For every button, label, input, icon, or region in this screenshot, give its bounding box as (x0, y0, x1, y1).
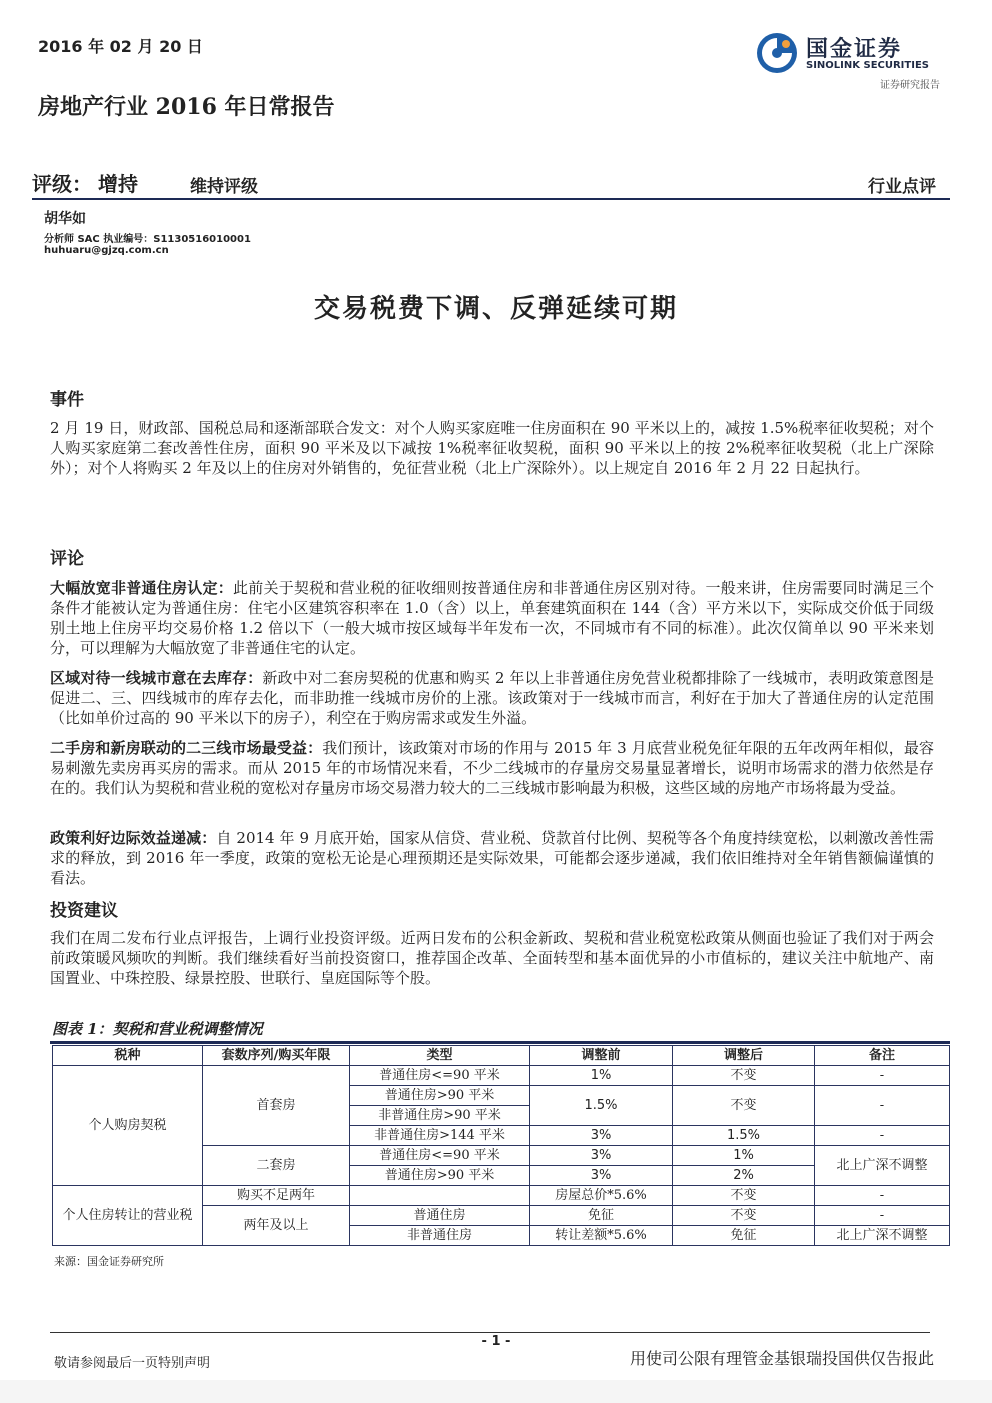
rating-maintain: 维持评级 (190, 177, 258, 197)
table-cell: 转让差额*5.6% (530, 1226, 673, 1246)
table-cell: 不变 (673, 1066, 815, 1086)
logo-chinese-name: 国金证券 (806, 37, 903, 62)
analyst-email[interactable]: huhuaru@gjzq.com.cn (44, 245, 169, 256)
table-cell: 1% (673, 1146, 815, 1166)
table-cell: 3% (530, 1146, 673, 1166)
table-cell: 普通住房>90 平米 (350, 1086, 530, 1106)
table-cell: 普通住房>90 平米 (350, 1166, 530, 1186)
table-cell-business-tax: 个人住房转让的营业税 (53, 1186, 203, 1246)
page-number: - 1 - (481, 1334, 511, 1349)
table-header: 套数序列/购买年限 (203, 1046, 350, 1066)
table-cell: 免征 (530, 1206, 673, 1226)
invest-paragraph: 我们在周二发布行业点评报告，上调行业投资评级。近两日发布的公积金新政、契税和营业税宽松政策从侧面也验证了我们对于两会前政策暖风频吹的判断。我们继续看好当前投资窗口，推荐国企改革、全面转型和基本面优异的小市值标的，建议关注中航地产、南国置业、中珠控股、绿景控股、世联行、皇庭国际等个股。 (50, 929, 934, 987)
table-cell: 不变 (673, 1206, 815, 1226)
table-header: 税种 (53, 1046, 203, 1066)
comment-3-text: 我们预计，该政策对市场的作用与 2015 年 3 月底营业税免征年限的五年改两年相似，最容易刺激先卖房再买房的需求。而从 2015 年的市场情况来看，不少二线城市的存量房交易量显著增长，说明市场需求的潜力依然是存在的。我们认为契税和营业税的宽松对存量房市场交易潜力较大的二三线城市影响最为积极，这些区域的房地产市场将最为受益。 (50, 739, 934, 797)
section-invest-heading: 投资建议 (50, 901, 118, 921)
footer-distribution-note: 用使司公限有理管金基银瑞投国供仅告报此 (629, 1349, 934, 1368)
analyst-name: 胡华如 (44, 211, 86, 227)
comment-3-heading: 二手房和新房联动的二三线市场最受益： (50, 739, 323, 757)
comment-2-text: 新政中对二套房契税的优惠和购买 2 年以上非普通住房免营业税都排除了一线城市，表明政策意图是促进二、三、四线城市的库存去化，而非助推一线城市房价的上涨。该政策对于一线城市而言，利好在于加大了普通住房的认定范围（比如单价过高的 90 平米以下的房子），利空在于购房需求或发生外溢。 (50, 669, 934, 727)
tax-adjustment-table (52, 1045, 950, 1246)
table-cell: 1.5% (530, 1086, 673, 1126)
table-cell: 房屋总价*5.6% (530, 1186, 673, 1206)
table-cell: - (815, 1086, 950, 1126)
main-title: 交易税费下调、反弹延续可期 (313, 294, 678, 324)
table-cell: 非普通住房 (350, 1226, 530, 1246)
table-cell: 免征 (673, 1226, 815, 1246)
table-header: 备注 (815, 1046, 950, 1066)
table-cell: 1.5% (673, 1126, 815, 1146)
table-header: 调整后 (673, 1046, 815, 1066)
section-event-heading: 事件 (50, 390, 84, 410)
comment-paragraph-2 (50, 668, 934, 728)
table-cell: 普通住房<=90 平米 (350, 1066, 530, 1086)
footer-divider (50, 1332, 930, 1333)
table-row (53, 1186, 950, 1206)
comment-4-heading: 政策利好边际效益递减： (50, 829, 217, 847)
comment-2-heading: 区域对待一线城市意在去库存： (50, 669, 263, 687)
table-cell: 普通住房 (350, 1206, 530, 1226)
rating-value: 增持 (98, 172, 138, 196)
comment-1-heading: 大幅放宽非普通住房认定： (50, 579, 233, 597)
report-type: 行业点评 (868, 177, 936, 197)
table-cell: - (815, 1186, 950, 1206)
sinolink-logo-icon (756, 32, 798, 74)
table-cell-second-home: 二套房 (203, 1146, 350, 1186)
table-cell-tax-deed: 个人购房契税 (53, 1066, 203, 1186)
table-cell: 购买不足两年 (203, 1186, 350, 1206)
table-cell: 2% (673, 1166, 815, 1186)
table-cell: 北上广深不调整 (815, 1226, 950, 1246)
comment-paragraph-3 (50, 738, 934, 798)
logo-subtitle: 证券研究报告 (880, 80, 940, 91)
figure-divider (50, 1041, 950, 1044)
table-cell (350, 1186, 530, 1206)
comment-paragraph-1 (50, 578, 934, 658)
table-cell: - (815, 1206, 950, 1226)
table-cell: 北上广深不调整 (815, 1146, 950, 1186)
table-header-row (53, 1046, 950, 1066)
company-logo (756, 30, 946, 90)
table-cell: 普通住房<=90 平米 (350, 1146, 530, 1166)
table-cell: 1% (530, 1066, 673, 1086)
rating-label: 评级： (32, 172, 92, 196)
table-cell: 3% (530, 1126, 673, 1146)
table-header: 类型 (350, 1046, 530, 1066)
table-cell: - (815, 1066, 950, 1086)
table-cell: 不变 (673, 1186, 815, 1206)
table-cell-over-two: 两年及以上 (203, 1206, 350, 1246)
table-cell: 不变 (673, 1086, 815, 1126)
table-header: 调整前 (530, 1046, 673, 1066)
report-date: 2016 年 02 月 20 日 (38, 37, 203, 56)
figure-title: 图表 1：契税和营业税调整情况 (52, 1020, 263, 1038)
comment-paragraph-4 (50, 828, 934, 888)
table-row (53, 1066, 950, 1086)
table-cell: 3% (530, 1166, 673, 1186)
logo-english-name: SINOLINK SECURITIES (806, 60, 929, 71)
comment-4-text: 自 2014 年 9 月底开始，国家从信贷、营业税、贷款首付比例、契税等各个角度持续宽松，以刺激改善性需求的释放，到 2016 年一季度，政策的宽松无论是心理预期还是实际效果，可能都会逐步递减，我们依旧维持对全年销售额偏谨慎的看法。 (50, 829, 934, 887)
table-cell: 非普通住房>144 平米 (350, 1126, 530, 1146)
report-series-title: 房地产行业 2016 年日常报告 (38, 94, 335, 120)
comment-1-text: 此前关于契税和营业税的征收细则按普通住房和非普通住房区别对待。一般来讲，住房需要同时满足三个条件才能被认定为普通住房：住宅小区建筑容积率在 1.0（含）以上，单套建筑面积在 144（含）平方米以下，实际成交价低于同级别土地上住房平均交易价格 1.2 倍以下（一般大城市按区域每半年发布一次，不同城市有不同的标准）。此次仅简单以 90 平米来划分，可以理解为大幅放宽了非普通住宅的认定。 (50, 579, 934, 657)
analyst-sac: 分析师 SAC 执业编号：S1130516010001 (44, 234, 251, 245)
rating (32, 168, 138, 197)
footer-notice: 敬请参阅最后一页特别声明 (54, 1356, 211, 1371)
event-paragraph: 2 月 19 日，财政部、国税总局和逐渐部联合发文：对个人购买家庭唯一住房面积在 90 平米以上的，减按 1.5%税率征收契税；对个人购买家庭第二套改善性住房，面积 90 平米及以下减按 1%税率征收契税，面积 90 平米以上的按 2%税率征收契税（北上广深除外）；对个人将购买 2 年及以上的住房对外销售的，免征营业税（北上广深除外）。以上规定自 2016 年 2 月 22 日起执行。 (50, 419, 934, 477)
section-comment-heading: 评论 (50, 549, 84, 569)
table-cell: 非普通住房>90 平米 (350, 1106, 530, 1126)
figure-source: 来源：国金证券研究所 (54, 1255, 164, 1268)
header-divider (32, 198, 950, 200)
table-cell-first-home: 首套房 (203, 1066, 350, 1146)
table-cell: - (815, 1126, 950, 1146)
